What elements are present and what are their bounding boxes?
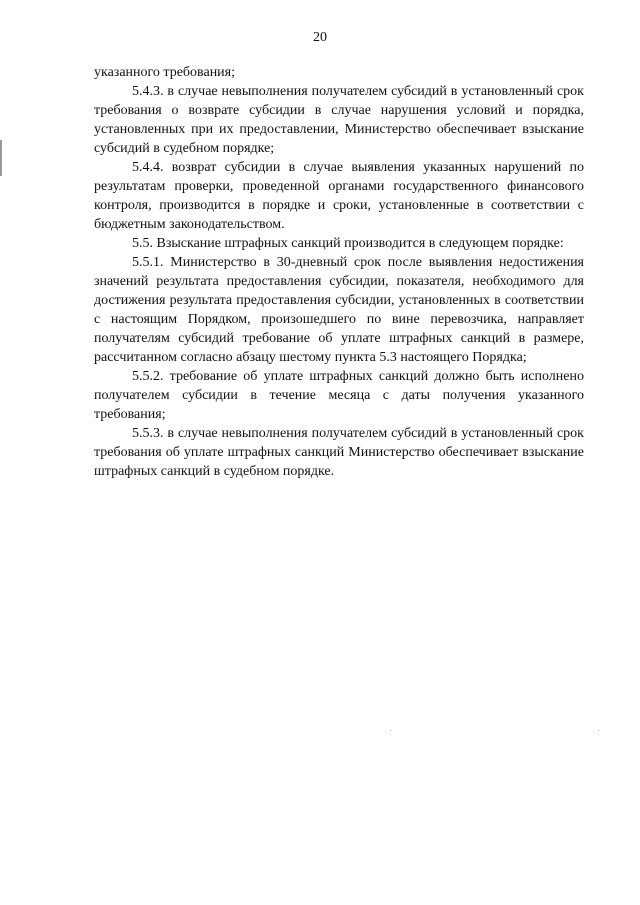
paragraph-continuation: указанного требования; [94, 65, 236, 80]
paragraph-5-4-3: 5.4.3. в случае невыполнения получателем субсидий в установленный срок требования о возврате субсидии в случае нарушения условий и порядка, установленных при их предоставлении, Министерство обеспечивает взыскание субсидий в судебном порядке; [94, 84, 584, 156]
paragraph-5-5-3: 5.5.3. в случае невыполнения получателем субсидий в установленный срок требования об уплате штрафных санкций Министерство обеспечивает взыскание штрафных санкций в судебном порядке. [94, 426, 584, 479]
paragraph-5-5: 5.5. Взыскание штрафных санкций производится в следующем порядке: [132, 236, 564, 251]
paragraph-5-5-1: 5.5.1. Министерство в 30-дневный срок после выявления недостижения значений результата предоставления субсидии, показателя, необходимого для достижения результата предоставления субсидии, установленных в соответствии с настоящим Порядком, произошедшего по вине перевозчика, направляет получателям субсидий требование об уплате штрафных санкций в размере, рассчитанном согласно абзацу шестому пункта 5.3 настоящего Порядка; [94, 255, 584, 365]
paragraph-5-5-2: 5.5.2. требование об уплате штрафных санкций должно быть исполнено получателем субсидии в течение месяца с даты получения указанного требования; [94, 369, 584, 422]
page-number: 20 [313, 30, 327, 45]
scan-edge-mark [0, 140, 2, 176]
scan-artifact [598, 730, 599, 731]
scan-artifact [390, 730, 391, 731]
paragraph-5-4-4: 5.4.4. возврат субсидии в случае выявления указанных нарушений по результатам проверки, проведенной органами государственного финансового контроля, производится в порядке и сроки, установленные в соответствии с бюджетным законодательством. [94, 160, 584, 232]
document-body [94, 63, 584, 481]
